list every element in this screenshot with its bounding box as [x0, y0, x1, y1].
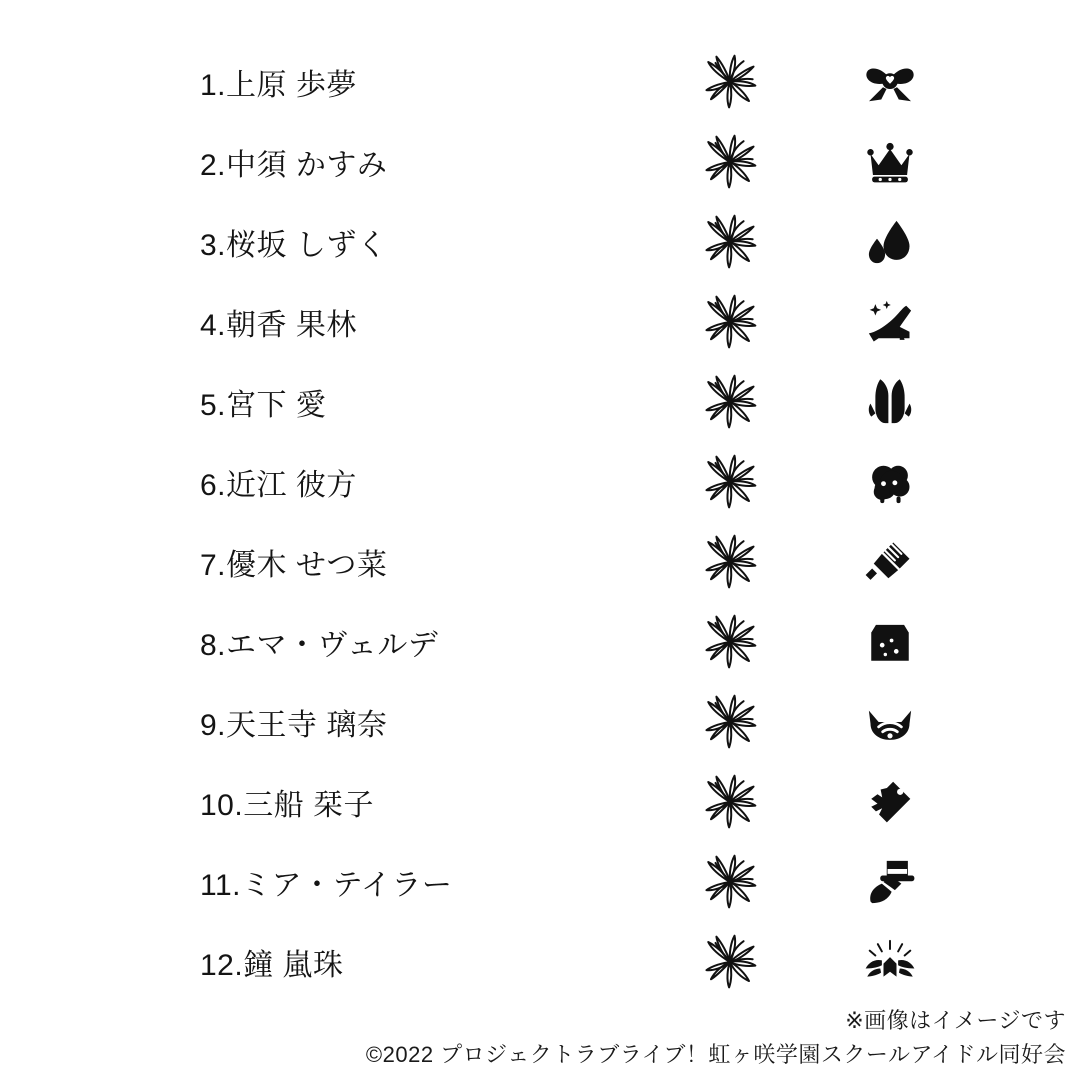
- character-name: 1.上原 歩夢: [200, 69, 357, 102]
- lily-flower-icon: [660, 773, 800, 831]
- praying-hands-icon: [820, 376, 960, 428]
- character-name: 4.朝香 果林: [200, 309, 357, 342]
- cat-face-wifi-icon: [820, 696, 960, 748]
- character-name: 7.優木 せつ菜: [200, 549, 388, 582]
- character-name: 2.中須 かすみ: [200, 149, 388, 182]
- lily-flower-icon: [660, 933, 800, 991]
- lily-flower-icon: [660, 453, 800, 511]
- high-heel-shoe-icon: [820, 296, 960, 348]
- image-disclaimer: ※画像はイメージです: [845, 1007, 1066, 1033]
- sheep-icon: [820, 456, 960, 508]
- crown-icon: [820, 136, 960, 188]
- copyright-notice: ©2022 プロジェクトラブライブ！虹ヶ咲学園スクールアイドル同好会: [365, 1041, 1066, 1067]
- list-item: [0, 682, 1080, 762]
- lily-flower-icon: [660, 133, 800, 191]
- list-item: [0, 602, 1080, 682]
- character-name: 9.天王寺 璃奈: [200, 709, 388, 742]
- character-name: 3.桜坂 しずく: [200, 229, 388, 262]
- list-item: [0, 762, 1080, 842]
- list-item: [0, 842, 1080, 922]
- lily-flower-icon: [660, 373, 800, 431]
- bookmark-tag-icon: [820, 777, 960, 827]
- radiant-wings-icon: [820, 936, 960, 988]
- list-item: [0, 282, 1080, 362]
- lily-flower-icon: [660, 613, 800, 671]
- lily-flower-icon: [660, 853, 800, 911]
- character-name: 5.宮下 愛: [200, 389, 327, 422]
- list-item: [0, 122, 1080, 202]
- ribbon-bow-heart-icon: [820, 54, 960, 110]
- list-item: [0, 522, 1080, 602]
- list-item: [0, 362, 1080, 442]
- water-droplets-icon: [820, 216, 960, 268]
- lily-flower-icon: [660, 293, 800, 351]
- character-name: 8.エマ・ヴェルデ: [200, 629, 439, 662]
- top-hat-brush-icon: [820, 856, 960, 908]
- lily-flower-icon: [660, 53, 800, 111]
- character-list: [0, 42, 1080, 1002]
- bread-slice-icon: [820, 617, 960, 667]
- list-item: [0, 42, 1080, 122]
- lily-flower-icon: [660, 693, 800, 751]
- character-name: 11.ミア・テイラー: [200, 869, 453, 902]
- list-item: [0, 202, 1080, 282]
- list-item: [0, 442, 1080, 522]
- character-name: 10.三船 栞子: [200, 789, 375, 822]
- lily-flower-icon: [660, 533, 800, 591]
- footer: [366, 1004, 1066, 1072]
- lily-flower-icon: [660, 213, 800, 271]
- character-name: 6.近江 彼方: [200, 469, 357, 502]
- microphone-wrapped-candy-icon: [820, 536, 960, 588]
- character-name: 12.鐘 嵐珠: [200, 949, 344, 982]
- list-item: [0, 922, 1080, 1002]
